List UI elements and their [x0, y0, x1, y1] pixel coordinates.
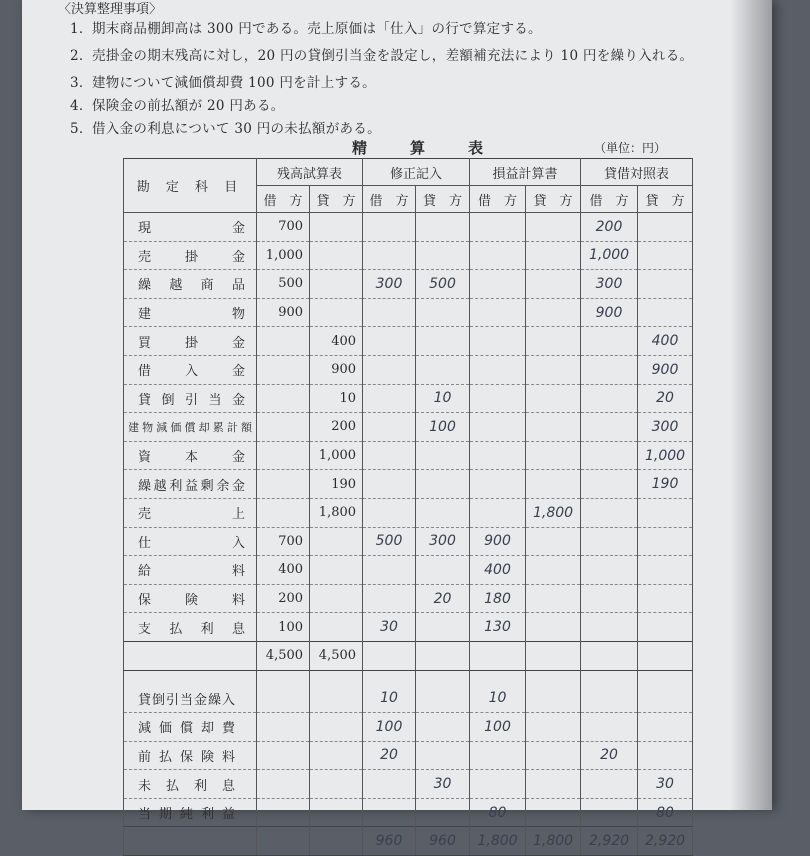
- handwritten-adj-dr: [363, 241, 416, 270]
- handwritten-bs-dr: [581, 798, 638, 827]
- handwritten-bs-cr: 900: [638, 355, 693, 384]
- trial-balance-debit: 700: [257, 527, 310, 556]
- blank-cell: [310, 670, 363, 685]
- handwritten-is-cr: [526, 527, 581, 556]
- handwritten-adj-dr: [363, 498, 416, 527]
- handwritten-bs-cr: [638, 498, 693, 527]
- handwritten-adj-cr: [416, 298, 470, 327]
- handwritten-adj-dr: [363, 470, 416, 499]
- blank-cell: [416, 641, 470, 670]
- handwritten-bs-dr: [581, 441, 638, 470]
- handwritten-bs-dr: [581, 327, 638, 356]
- handwritten-adj-dr: [363, 298, 416, 327]
- header-credit: 貸 方: [310, 186, 363, 213]
- handwritten-adj-dr: 30: [363, 613, 416, 642]
- handwritten-adj-cr: 20: [416, 584, 470, 613]
- trial-balance-debit: [257, 327, 310, 356]
- handwritten-total-is-cr: 1,800: [526, 827, 581, 856]
- header-income-statement: 損益計算書: [470, 159, 581, 186]
- trial-balance-debit: 400: [257, 556, 310, 585]
- handwritten-bs-cr: 300: [638, 413, 693, 442]
- handwritten-is-cr: [526, 441, 581, 470]
- handwritten-adj-dr: 100: [363, 713, 416, 742]
- handwritten-bs-dr: [581, 685, 638, 713]
- grand-total-row: [124, 827, 693, 856]
- header-trial-balance: 残高試算表: [257, 159, 363, 186]
- unit-label: （単位：円）: [594, 141, 667, 155]
- blank-cell: [257, 670, 310, 685]
- header-debit: 借 方: [581, 186, 638, 213]
- handwritten-bs-dr: [581, 384, 638, 413]
- table-row: [124, 327, 693, 356]
- handwritten-bs-cr: [638, 741, 693, 770]
- trial-balance-total-debit: 4,500: [257, 641, 310, 670]
- blank-cell: [310, 827, 363, 856]
- account-name: 貸倒引当金繰入: [124, 685, 257, 713]
- handwritten-bs-dr: [581, 355, 638, 384]
- handwritten-is-dr: [470, 441, 526, 470]
- handwritten-is-dr: 130: [470, 613, 526, 642]
- blank-cell: [257, 827, 310, 856]
- header-credit: 貸 方: [526, 186, 581, 213]
- account-name: 繰越商品: [124, 270, 257, 299]
- note-item-1: [70, 17, 542, 37]
- note-number: 1．: [70, 21, 93, 37]
- trial-balance-credit: 200: [310, 413, 363, 442]
- note-number: 2．: [70, 48, 93, 64]
- handwritten-bs-dr: [581, 713, 638, 742]
- handwritten-adj-dr: [363, 441, 416, 470]
- handwritten-bs-dr: [581, 527, 638, 556]
- handwritten-adj-dr: [363, 355, 416, 384]
- handwritten-is-dr: [470, 741, 526, 770]
- note-text: 保険金の前払額が 20 円ある。: [92, 98, 285, 114]
- header-debit: 借 方: [257, 186, 310, 213]
- blank-cell: [363, 670, 416, 685]
- note-text: 建物について減価償却費 100 円を計上する。: [92, 75, 376, 91]
- blank-cell: [526, 641, 581, 670]
- trial-balance-debit: [257, 441, 310, 470]
- handwritten-adj-dr: 20: [363, 741, 416, 770]
- handwritten-bs-dr: [581, 584, 638, 613]
- blank-cell: [581, 670, 638, 685]
- handwritten-is-cr: 1,800: [526, 498, 581, 527]
- handwritten-bs-dr: 300: [581, 270, 638, 299]
- handwritten-bs-cr: [638, 713, 693, 742]
- table-row: [124, 685, 693, 713]
- handwritten-bs-cr: 190: [638, 470, 693, 499]
- handwritten-adj-dr: [363, 770, 416, 799]
- trial-balance-credit: [310, 556, 363, 585]
- blank-cell: [257, 798, 310, 827]
- trial-balance-credit: 10: [310, 384, 363, 413]
- handwritten-is-dr: 10: [470, 685, 526, 713]
- handwritten-total-bs-cr: 2,920: [638, 827, 693, 856]
- handwritten-adj-cr: [416, 441, 470, 470]
- page-curl-shadow: [730, 0, 772, 810]
- note-text: 借入金の利息について 30 円の未払額がある。: [92, 121, 381, 137]
- trial-balance-credit: [310, 213, 363, 242]
- account-name: 貸倒引当金: [124, 384, 257, 413]
- handwritten-is-cr: [526, 241, 581, 270]
- handwritten-adj-dr: 10: [363, 685, 416, 713]
- handwritten-bs-cr: 400: [638, 327, 693, 356]
- handwritten-bs-dr: [581, 470, 638, 499]
- handwritten-adj-dr: [363, 384, 416, 413]
- handwritten-adj-cr: [416, 327, 470, 356]
- handwritten-adj-cr: [416, 213, 470, 242]
- account-name: 給 料: [124, 556, 257, 585]
- blank-cell: [526, 670, 581, 685]
- blank-cell: [257, 713, 310, 742]
- notes-title: 〈決算整理事項〉: [58, 2, 163, 17]
- blank-cell: [310, 741, 363, 770]
- trial-balance-debit: 700: [257, 213, 310, 242]
- account-name: 繰越利益剰余金: [124, 470, 257, 499]
- blank-cell: [310, 798, 363, 827]
- handwritten-adj-dr: [363, 327, 416, 356]
- handwritten-adj-dr: [363, 556, 416, 585]
- table-row: [124, 441, 693, 470]
- blank-cell: [310, 770, 363, 799]
- table-row: [124, 527, 693, 556]
- header-account: 勘 定 科 目: [124, 159, 257, 213]
- handwritten-is-dr: [470, 298, 526, 327]
- account-name: 売 掛 金: [124, 241, 257, 270]
- trial-balance-total-credit: 4,500: [310, 641, 363, 670]
- handwritten-is-cr: [526, 384, 581, 413]
- blank-cell: [363, 641, 416, 670]
- account-name: 建物減価償却累計額: [124, 413, 257, 442]
- note-item-4: [70, 94, 285, 114]
- trial-balance-credit: 1,800: [310, 498, 363, 527]
- account-name: 建 物: [124, 298, 257, 327]
- handwritten-is-dr: 400: [470, 556, 526, 585]
- handwritten-bs-cr: [638, 270, 693, 299]
- handwritten-bs-dr: 900: [581, 298, 638, 327]
- note-item-2: [70, 44, 693, 64]
- account-name: 仕 入: [124, 527, 257, 556]
- account-name: 支払利息: [124, 613, 257, 642]
- handwritten-is-dr: 180: [470, 584, 526, 613]
- blank-cell: [470, 670, 526, 685]
- worksheet-title: 精 算 表: [352, 139, 498, 157]
- note-number: 5．: [70, 121, 93, 137]
- handwritten-bs-dr: [581, 498, 638, 527]
- handwritten-is-dr: 900: [470, 527, 526, 556]
- handwritten-bs-dr: [581, 613, 638, 642]
- blank-cell: [310, 713, 363, 742]
- blank-cell: [310, 685, 363, 713]
- handwritten-adj-cr: 10: [416, 384, 470, 413]
- trial-balance-debit: 900: [257, 298, 310, 327]
- handwritten-is-dr: [470, 470, 526, 499]
- handwritten-adj-cr: [416, 613, 470, 642]
- handwritten-is-cr: [526, 584, 581, 613]
- account-name: 買 掛 金: [124, 327, 257, 356]
- handwritten-is-cr: [526, 741, 581, 770]
- handwritten-adj-dr: [363, 798, 416, 827]
- handwritten-total-bs-dr: 2,920: [581, 827, 638, 856]
- note-text: 期末商品棚卸高は 300 円である。売上原価は「仕入」の行で算定する。: [92, 21, 542, 37]
- handwritten-bs-cr: [638, 613, 693, 642]
- handwritten-is-cr: [526, 470, 581, 499]
- handwritten-adj-cr: [416, 470, 470, 499]
- handwritten-is-cr: [526, 298, 581, 327]
- handwritten-adj-dr: [363, 584, 416, 613]
- table-row: [124, 556, 693, 585]
- handwritten-bs-dr: [581, 556, 638, 585]
- table-row: [124, 713, 693, 742]
- handwritten-is-cr: [526, 613, 581, 642]
- handwritten-is-dr: [470, 213, 526, 242]
- blank-cell: [581, 641, 638, 670]
- handwritten-is-cr: [526, 413, 581, 442]
- handwritten-is-dr: [470, 384, 526, 413]
- trial-balance-credit: [310, 584, 363, 613]
- blank-cell: [124, 641, 257, 670]
- trial-balance-credit: [310, 613, 363, 642]
- handwritten-bs-dr: 1,000: [581, 241, 638, 270]
- spacer-row: [124, 670, 693, 685]
- header-balance-sheet: 貸借対照表: [581, 159, 693, 186]
- handwritten-adj-cr: [416, 355, 470, 384]
- handwritten-is-dr: [470, 770, 526, 799]
- handwritten-is-dr: [470, 327, 526, 356]
- handwritten-is-cr: [526, 685, 581, 713]
- table-row: [124, 584, 693, 613]
- handwritten-adj-cr: 100: [416, 413, 470, 442]
- handwritten-bs-dr: [581, 770, 638, 799]
- handwritten-bs-cr: [638, 213, 693, 242]
- account-name: 当期純利益: [124, 798, 257, 827]
- account-name: 未払利息: [124, 770, 257, 799]
- trial-balance-debit: 200: [257, 584, 310, 613]
- trial-balance-credit: 190: [310, 470, 363, 499]
- account-name: 売 上: [124, 498, 257, 527]
- header-debit: 借 方: [470, 186, 526, 213]
- trial-balance-debit: [257, 384, 310, 413]
- blank-cell: [124, 670, 257, 685]
- account-name: 借 入 金: [124, 355, 257, 384]
- trial-balance-credit: 1,000: [310, 441, 363, 470]
- header-credit: 貸 方: [416, 186, 470, 213]
- handwritten-adj-cr: [416, 556, 470, 585]
- trial-balance-debit: 1,000: [257, 241, 310, 270]
- handwritten-bs-dr: 20: [581, 741, 638, 770]
- handwritten-bs-cr: [638, 527, 693, 556]
- trial-balance-debit: [257, 470, 310, 499]
- handwritten-bs-cr: 1,000: [638, 441, 693, 470]
- account-name: 保 険 料: [124, 584, 257, 613]
- account-name: 現 金: [124, 213, 257, 242]
- header-debit: 借 方: [363, 186, 416, 213]
- handwritten-adj-dr: 300: [363, 270, 416, 299]
- handwritten-is-dr: [470, 413, 526, 442]
- handwritten-total-adj-cr: 960: [416, 827, 470, 856]
- handwritten-adj-cr: [416, 741, 470, 770]
- handwritten-adj-cr: 500: [416, 270, 470, 299]
- trial-balance-debit: 500: [257, 270, 310, 299]
- handwritten-bs-cr: [638, 584, 693, 613]
- handwritten-bs-cr: 80: [638, 798, 693, 827]
- trial-balance-credit: [310, 270, 363, 299]
- table-row: [124, 798, 693, 827]
- handwritten-bs-cr: 20: [638, 384, 693, 413]
- handwritten-is-dr: 100: [470, 713, 526, 742]
- handwritten-is-cr: [526, 798, 581, 827]
- handwritten-adj-cr: [416, 241, 470, 270]
- handwritten-adj-cr: 30: [416, 770, 470, 799]
- handwritten-bs-dr: 200: [581, 213, 638, 242]
- handwritten-adj-dr: 500: [363, 527, 416, 556]
- blank-cell: [470, 641, 526, 670]
- handwritten-adj-dr: [363, 413, 416, 442]
- handwritten-is-cr: [526, 770, 581, 799]
- account-name: 資 本 金: [124, 441, 257, 470]
- handwritten-is-cr: [526, 213, 581, 242]
- blank-cell: [638, 670, 693, 685]
- table-row: [124, 613, 693, 642]
- note-number: 3．: [70, 75, 93, 91]
- blank-cell: [257, 685, 310, 713]
- table-row: [124, 741, 693, 770]
- handwritten-bs-cr: [638, 685, 693, 713]
- handwritten-is-dr: [470, 355, 526, 384]
- textbook-page: [22, 0, 772, 850]
- trial-balance-credit: [310, 527, 363, 556]
- handwritten-total-adj-dr: 960: [363, 827, 416, 856]
- account-name: 減価償却費: [124, 713, 257, 742]
- table-row: [124, 470, 693, 499]
- table-row: [124, 770, 693, 799]
- blank-cell: [416, 670, 470, 685]
- handwritten-adj-dr: [363, 213, 416, 242]
- handwritten-bs-dr: [581, 413, 638, 442]
- handwritten-bs-cr: [638, 298, 693, 327]
- handwritten-is-dr: [470, 498, 526, 527]
- trial-balance-total-row: [124, 641, 693, 670]
- handwritten-is-cr: [526, 270, 581, 299]
- trial-balance-debit: 100: [257, 613, 310, 642]
- table-row: [124, 413, 693, 442]
- handwritten-adj-cr: [416, 713, 470, 742]
- header-credit: 貸 方: [638, 186, 693, 213]
- note-number: 4．: [70, 98, 93, 114]
- trial-balance-credit: [310, 298, 363, 327]
- header-adjustments: 修正記入: [363, 159, 470, 186]
- blank-cell: [124, 827, 257, 856]
- handwritten-bs-cr: 30: [638, 770, 693, 799]
- header-row-groups: [124, 159, 693, 186]
- handwritten-adj-cr: [416, 498, 470, 527]
- trial-balance-credit: 900: [310, 355, 363, 384]
- trial-balance-debit: [257, 413, 310, 442]
- table-row: [124, 298, 693, 327]
- blank-cell: [257, 770, 310, 799]
- trial-balance-debit: [257, 498, 310, 527]
- handwritten-is-dr: [470, 241, 526, 270]
- handwritten-adj-cr: [416, 798, 470, 827]
- trial-balance-debit: [257, 355, 310, 384]
- trial-balance-credit: 400: [310, 327, 363, 356]
- trial-balance-credit: [310, 241, 363, 270]
- blank-cell: [257, 741, 310, 770]
- handwritten-total-is-dr: 1,800: [470, 827, 526, 856]
- note-item-5: [70, 117, 381, 137]
- table-row: [124, 213, 693, 242]
- table-row: [124, 241, 693, 270]
- note-text: 売掛金の期末残高に対し，20 円の貸倒引当金を設定し，差額補充法により 10 円を繰り入れる。: [92, 48, 694, 64]
- handwritten-is-cr: [526, 556, 581, 585]
- table-row: [124, 270, 693, 299]
- handwritten-bs-cr: [638, 241, 693, 270]
- handwritten-is-dr: 80: [470, 798, 526, 827]
- handwritten-is-cr: [526, 713, 581, 742]
- handwritten-is-cr: [526, 327, 581, 356]
- table-row: [124, 384, 693, 413]
- handwritten-is-cr: [526, 355, 581, 384]
- handwritten-bs-cr: [638, 556, 693, 585]
- worksheet-table: [123, 158, 693, 856]
- account-name: 前払保険料: [124, 741, 257, 770]
- handwritten-adj-cr: 300: [416, 527, 470, 556]
- note-item-3: [70, 71, 376, 91]
- table-row: [124, 355, 693, 384]
- handwritten-is-dr: [470, 270, 526, 299]
- blank-cell: [638, 641, 693, 670]
- handwritten-adj-cr: [416, 685, 470, 713]
- table-row: [124, 498, 693, 527]
